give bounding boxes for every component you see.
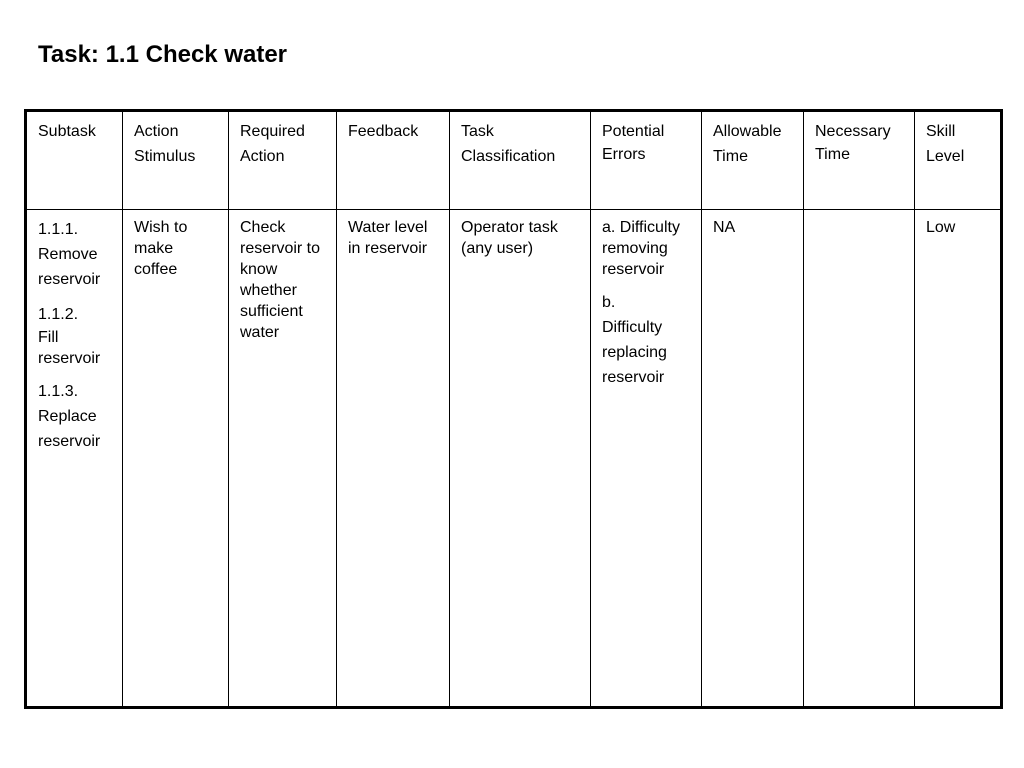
header-required-action — [229, 111, 337, 210]
header-action-stimulus — [123, 111, 229, 210]
potential-error-b-line: Difficulty — [602, 319, 663, 336]
table-row — [26, 210, 1002, 708]
subtask-name: Fill reservoir — [38, 329, 101, 367]
potential-error-b-line: replacing — [602, 344, 667, 361]
cell-allowable-time — [702, 210, 804, 708]
potential-error-a: a. Difficulty removing reservoir — [602, 219, 680, 278]
subtask-name: Replace reservoir — [38, 408, 101, 450]
potential-error-b-line: reservoir — [602, 369, 665, 386]
header-line: Required — [240, 123, 305, 140]
header-line: Feedback — [348, 123, 419, 140]
header-line: Classification — [461, 148, 556, 165]
header-line: Subtask — [38, 123, 96, 140]
subtask-id: 1.1.3. — [38, 383, 79, 400]
header-line: Time — [713, 148, 748, 165]
header-task-classification — [450, 111, 591, 210]
cell-subtask — [26, 210, 123, 708]
cell-skill-level — [915, 210, 1002, 708]
header-potential-errors — [591, 111, 702, 210]
header-line: Necessary — [815, 123, 891, 140]
header-line: Errors — [602, 146, 646, 163]
page-title: Task: 1.1 Check water — [38, 41, 288, 68]
cell-feedback — [337, 210, 450, 708]
cell-potential-errors — [591, 210, 702, 708]
header-line: Action — [134, 123, 179, 140]
allowable-time-text: NA — [713, 219, 736, 236]
cell-required-action — [229, 210, 337, 708]
table-header-row — [26, 111, 1002, 210]
header-line: Skill — [926, 123, 956, 140]
header-subtask — [26, 111, 123, 210]
subtask-id: 1.1.1. — [38, 221, 79, 238]
header-line: Action — [240, 148, 285, 165]
task-classification-text: Operator task (any user) — [461, 219, 558, 257]
header-line: Time — [815, 146, 850, 163]
task-analysis-table — [24, 109, 1003, 709]
header-skill-level — [915, 111, 1002, 210]
header-line: Stimulus — [134, 148, 196, 165]
potential-error-b-label: b. — [602, 294, 616, 311]
header-line: Task — [461, 123, 494, 140]
feedback-text: Water level in reservoir — [348, 219, 428, 257]
required-action-text: Check reservoir to know whether sufficient water — [240, 219, 321, 341]
skill-level-text: Low — [926, 219, 956, 236]
header-line: Level — [926, 148, 965, 165]
header-allowable-time — [702, 111, 804, 210]
header-feedback — [337, 111, 450, 210]
header-line: Allowable — [713, 123, 782, 140]
subtask-id: 1.1.2. — [38, 306, 79, 323]
cell-action-stimulus — [123, 210, 229, 708]
header-necessary-time — [804, 111, 915, 210]
subtask-name: Remove reservoir — [38, 246, 101, 288]
cell-task-classification — [450, 210, 591, 708]
header-line: Potential — [602, 123, 665, 140]
action-stimulus-text: Wish to make coffee — [134, 219, 188, 278]
cell-necessary-time — [804, 210, 915, 708]
